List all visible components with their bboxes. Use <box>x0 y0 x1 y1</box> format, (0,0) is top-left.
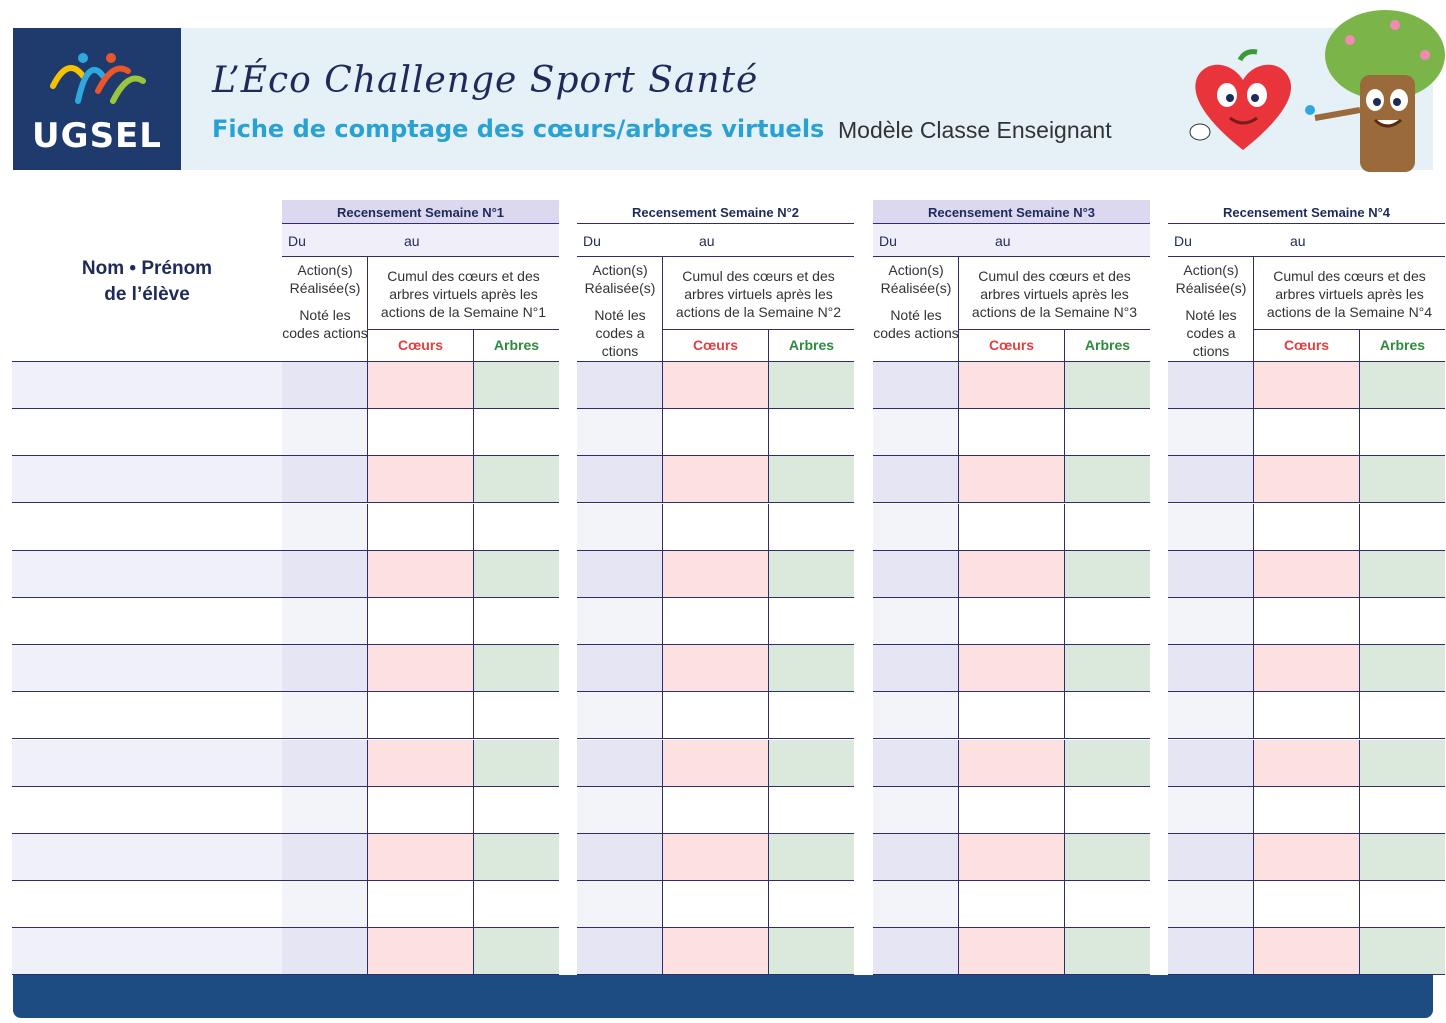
hearts-cell[interactable] <box>368 645 474 691</box>
actions-cell[interactable] <box>577 834 663 880</box>
actions-cell[interactable] <box>1168 362 1254 408</box>
hearts-cell[interactable] <box>368 551 474 597</box>
student-name-cell[interactable] <box>12 928 282 975</box>
trees-cell[interactable] <box>1065 409 1150 455</box>
student-name-cell[interactable] <box>12 362 282 409</box>
page-subtitle: Fiche de comptage des cœurs/arbres virtuels <box>212 115 825 143</box>
actions-cell[interactable] <box>873 598 959 644</box>
hearts-cell[interactable] <box>368 692 474 738</box>
hearts-cell[interactable] <box>1254 456 1360 502</box>
week-title: Recensement Semaine N°1 <box>282 200 559 224</box>
table-row <box>577 834 854 881</box>
hearts-cell[interactable] <box>959 787 1065 833</box>
hearts-column-header: Cœurs <box>959 330 1065 361</box>
table-row <box>282 409 559 456</box>
actions-cell[interactable] <box>1168 928 1254 974</box>
table-row <box>1168 692 1445 739</box>
student-name-cell[interactable] <box>12 692 282 739</box>
hearts-cell[interactable] <box>663 409 769 455</box>
trees-cell[interactable] <box>1360 409 1445 455</box>
hearts-cell[interactable] <box>663 598 769 644</box>
table-row <box>873 692 1150 739</box>
student-name-cell[interactable] <box>12 834 282 881</box>
actions-done-label: Action(s) Réalisée(s) <box>1175 262 1247 296</box>
actions-cell[interactable] <box>282 928 368 974</box>
trees-cell[interactable] <box>769 692 854 738</box>
table-row <box>282 551 559 598</box>
actions-cell[interactable] <box>873 740 959 786</box>
cumulative-header: Cumul des cœurs et des arbres virtuels après les actions de la Semaine N°1 <box>368 257 559 330</box>
trees-cell[interactable] <box>769 740 854 786</box>
trees-cell[interactable] <box>1065 456 1150 502</box>
actions-cell[interactable] <box>577 598 663 644</box>
hearts-cell[interactable] <box>1254 409 1360 455</box>
table-row <box>873 551 1150 598</box>
actions-codes-label: Noté les codes actions <box>873 307 959 341</box>
hearts-cell[interactable] <box>663 692 769 738</box>
trees-cell[interactable] <box>1065 551 1150 597</box>
hearts-cell[interactable] <box>1254 645 1360 691</box>
table-row <box>1168 598 1445 645</box>
table-row <box>577 645 854 692</box>
actions-cell[interactable] <box>577 551 663 597</box>
date-to-label: au <box>404 233 420 249</box>
week-title: Recensement Semaine N°3 <box>873 200 1150 224</box>
actions-cell[interactable] <box>282 834 368 880</box>
student-name-cell[interactable] <box>12 456 282 503</box>
trees-cell[interactable] <box>1360 362 1445 408</box>
date-to-label: au <box>995 233 1011 249</box>
trees-cell[interactable] <box>1360 598 1445 644</box>
trees-cell[interactable] <box>1065 598 1150 644</box>
actions-cell[interactable] <box>577 362 663 408</box>
actions-cell[interactable] <box>873 787 959 833</box>
trees-cell[interactable] <box>769 881 854 927</box>
table-row <box>282 598 559 645</box>
date-from-label: Du <box>879 233 897 249</box>
hearts-cell[interactable] <box>959 645 1065 691</box>
actions-done-label: Action(s) Réalisée(s) <box>880 262 952 296</box>
heart-mascot-icon <box>1190 52 1291 150</box>
hearts-cell[interactable] <box>1254 551 1360 597</box>
student-name-cell[interactable] <box>12 740 282 787</box>
table-row <box>873 362 1150 409</box>
date-from-label: Du <box>288 233 306 249</box>
hearts-cell[interactable] <box>663 881 769 927</box>
actions-cell[interactable] <box>577 787 663 833</box>
table-row <box>1168 551 1445 598</box>
footer-bar <box>13 975 1433 1018</box>
hearts-cell[interactable] <box>368 598 474 644</box>
logo-text: UGSEL <box>32 116 162 156</box>
actions-cell[interactable] <box>1168 409 1254 455</box>
actions-cell[interactable] <box>577 740 663 786</box>
hearts-cell[interactable] <box>368 504 474 550</box>
hearts-cell[interactable] <box>368 834 474 880</box>
trees-cell[interactable] <box>769 362 854 408</box>
actions-cell[interactable] <box>282 504 368 550</box>
trees-cell[interactable] <box>1065 928 1150 974</box>
trees-cell[interactable] <box>474 692 559 738</box>
trees-cell[interactable] <box>769 551 854 597</box>
trees-cell[interactable] <box>1360 645 1445 691</box>
actions-cell[interactable] <box>577 504 663 550</box>
trees-cell[interactable] <box>769 834 854 880</box>
table-row <box>1168 928 1445 975</box>
actions-cell[interactable] <box>1168 598 1254 644</box>
name-header-line2: de l’élève <box>104 284 190 305</box>
hearts-cell[interactable] <box>368 881 474 927</box>
hearts-column-header: Cœurs <box>663 330 769 361</box>
actions-cell[interactable] <box>873 834 959 880</box>
date-to-label: au <box>1290 233 1306 249</box>
hearts-cell[interactable] <box>1254 692 1360 738</box>
hearts-cell[interactable] <box>368 787 474 833</box>
table-row <box>282 928 559 975</box>
hearts-cell[interactable] <box>1254 598 1360 644</box>
hearts-cell[interactable] <box>959 692 1065 738</box>
trees-cell[interactable] <box>1360 740 1445 786</box>
actions-cell[interactable] <box>577 881 663 927</box>
hearts-cell[interactable] <box>959 456 1065 502</box>
table-row <box>577 881 854 928</box>
cumulative-header: Cumul des cœurs et des arbres virtuels après les actions de la Semaine N°2 <box>663 257 854 330</box>
actions-codes-label: Noté les codes a ctions <box>594 307 646 359</box>
trees-cell[interactable] <box>1360 504 1445 550</box>
hearts-column-header: Cœurs <box>1254 330 1360 361</box>
trees-cell[interactable] <box>769 456 854 502</box>
table-row <box>1168 645 1445 692</box>
cumulative-header: Cumul des cœurs et des arbres virtuels après les actions de la Semaine N°3 <box>959 257 1150 330</box>
actions-done-label: Action(s) Réalisée(s) <box>289 262 361 296</box>
ugsel-figures-icon <box>43 46 153 116</box>
trees-cell[interactable] <box>474 598 559 644</box>
trees-cell[interactable] <box>1065 740 1150 786</box>
hearts-cell[interactable] <box>663 928 769 974</box>
date-from-label: Du <box>583 233 601 249</box>
table-row <box>1168 504 1445 551</box>
table-row <box>577 787 854 834</box>
hearts-cell[interactable] <box>663 551 769 597</box>
week-title: Recensement Semaine N°2 <box>577 200 854 224</box>
actions-cell[interactable] <box>282 692 368 738</box>
trees-cell[interactable] <box>769 645 854 691</box>
actions-cell[interactable] <box>577 692 663 738</box>
hearts-cell[interactable] <box>959 740 1065 786</box>
actions-cell[interactable] <box>282 645 368 691</box>
trees-cell[interactable] <box>474 881 559 927</box>
name-column-header <box>12 256 282 308</box>
hearts-cell[interactable] <box>1254 504 1360 550</box>
trees-cell[interactable] <box>1360 787 1445 833</box>
trees-cell[interactable] <box>1065 692 1150 738</box>
tree-mascot-icon <box>1305 10 1445 172</box>
hearts-cell[interactable] <box>663 456 769 502</box>
student-name-cell[interactable] <box>12 551 282 598</box>
actions-cell[interactable] <box>1168 881 1254 927</box>
actions-cell[interactable] <box>282 598 368 644</box>
trees-column-header: Arbres <box>788 337 835 353</box>
actions-cell[interactable] <box>577 456 663 502</box>
table-row <box>577 740 854 787</box>
student-name-cell[interactable] <box>12 409 282 456</box>
table-row <box>873 787 1150 834</box>
actions-cell[interactable] <box>1168 504 1254 550</box>
actions-cell[interactable] <box>577 645 663 691</box>
hearts-cell[interactable] <box>663 504 769 550</box>
table-row <box>1168 456 1445 503</box>
actions-header <box>873 257 959 361</box>
trees-cell[interactable] <box>474 409 559 455</box>
hearts-cell[interactable] <box>368 409 474 455</box>
actions-cell[interactable] <box>873 881 959 927</box>
hearts-cell[interactable] <box>1254 740 1360 786</box>
hearts-cell[interactable] <box>663 834 769 880</box>
actions-header <box>577 257 663 361</box>
trees-cell[interactable] <box>1065 834 1150 880</box>
table-row <box>1168 787 1445 834</box>
actions-header <box>1168 257 1254 361</box>
actions-codes-label: Noté les codes a ctions <box>1185 307 1237 359</box>
hearts-cell[interactable] <box>368 362 474 408</box>
table-row <box>873 456 1150 503</box>
name-header-line1: Nom • Prénom <box>81 258 213 279</box>
actions-cell[interactable] <box>282 456 368 502</box>
actions-cell[interactable] <box>873 928 959 974</box>
student-name-cell[interactable] <box>12 598 282 645</box>
table-row <box>577 362 854 409</box>
table-row <box>873 409 1150 456</box>
hearts-cell[interactable] <box>959 834 1065 880</box>
actions-cell[interactable] <box>873 409 959 455</box>
trees-cell[interactable] <box>769 598 854 644</box>
table-row <box>577 504 854 551</box>
table-row <box>873 928 1150 975</box>
actions-cell[interactable] <box>577 409 663 455</box>
hearts-cell[interactable] <box>959 504 1065 550</box>
table-row <box>577 409 854 456</box>
hearts-cell[interactable] <box>1254 787 1360 833</box>
table-row <box>577 456 854 503</box>
table-row <box>873 645 1150 692</box>
table-row <box>577 551 854 598</box>
table-row <box>1168 834 1445 881</box>
hearts-cell[interactable] <box>663 740 769 786</box>
actions-header <box>282 257 368 361</box>
hearts-cell[interactable] <box>959 551 1065 597</box>
table-row <box>577 928 854 975</box>
trees-cell[interactable] <box>474 504 559 550</box>
table-row <box>873 740 1150 787</box>
table-row <box>282 504 559 551</box>
week-title: Recensement Semaine N°4 <box>1168 200 1445 224</box>
table-row <box>873 504 1150 551</box>
hearts-cell[interactable] <box>1254 881 1360 927</box>
actions-cell[interactable] <box>1168 645 1254 691</box>
trees-cell[interactable] <box>474 834 559 880</box>
table-row <box>577 598 854 645</box>
page-title: L’Éco Challenge Sport Santé <box>212 60 759 101</box>
table-row <box>282 787 559 834</box>
hearts-cell[interactable] <box>368 928 474 974</box>
actions-cell[interactable] <box>282 740 368 786</box>
actions-cell[interactable] <box>282 787 368 833</box>
trees-column-header: Arbres <box>493 337 540 353</box>
table-row <box>282 740 559 787</box>
trees-cell[interactable] <box>1360 928 1445 974</box>
trees-column-header: Arbres <box>1379 337 1426 353</box>
actions-cell[interactable] <box>873 456 959 502</box>
week-dates <box>577 224 854 257</box>
table-row <box>282 362 559 409</box>
actions-cell[interactable] <box>1168 551 1254 597</box>
trees-cell[interactable] <box>474 456 559 502</box>
hearts-cell[interactable] <box>663 362 769 408</box>
trees-cell[interactable] <box>1360 692 1445 738</box>
student-name-cell[interactable] <box>12 881 282 928</box>
trees-cell[interactable] <box>769 787 854 833</box>
actions-cell[interactable] <box>873 645 959 691</box>
hearts-cell[interactable] <box>959 409 1065 455</box>
trees-cell[interactable] <box>1360 551 1445 597</box>
week-dates <box>1168 224 1445 257</box>
hearts-cell[interactable] <box>368 740 474 786</box>
actions-cell[interactable] <box>1168 740 1254 786</box>
trees-cell[interactable] <box>1360 881 1445 927</box>
trees-cell[interactable] <box>769 504 854 550</box>
table-row <box>282 645 559 692</box>
trees-cell[interactable] <box>1065 881 1150 927</box>
table-row <box>1168 409 1445 456</box>
table-row <box>282 456 559 503</box>
actions-cell[interactable] <box>1168 787 1254 833</box>
hearts-cell[interactable] <box>1254 928 1360 974</box>
table-row <box>282 692 559 739</box>
hearts-cell[interactable] <box>368 456 474 502</box>
trees-cell[interactable] <box>769 928 854 974</box>
table-row <box>1168 362 1445 409</box>
actions-cell[interactable] <box>282 551 368 597</box>
week-dates <box>282 224 559 257</box>
table-row <box>577 692 854 739</box>
actions-cell[interactable] <box>282 362 368 408</box>
date-to-label: au <box>699 233 715 249</box>
hearts-cell[interactable] <box>959 598 1065 644</box>
student-name-cell[interactable] <box>12 504 282 551</box>
ugsel-logo <box>13 28 181 170</box>
actions-cell[interactable] <box>282 881 368 927</box>
table-row <box>873 881 1150 928</box>
date-from-label: Du <box>1174 233 1192 249</box>
trees-cell[interactable] <box>1065 645 1150 691</box>
trees-cell[interactable] <box>1065 787 1150 833</box>
hearts-cell[interactable] <box>959 881 1065 927</box>
mascots-illustration <box>1185 0 1445 172</box>
student-name-cell[interactable] <box>12 645 282 692</box>
trees-cell[interactable] <box>474 740 559 786</box>
actions-cell[interactable] <box>577 928 663 974</box>
hearts-cell[interactable] <box>1254 362 1360 408</box>
week-dates <box>873 224 1150 257</box>
trees-cell[interactable] <box>474 645 559 691</box>
trees-column-header: Arbres <box>1084 337 1131 353</box>
actions-cell[interactable] <box>873 504 959 550</box>
actions-cell[interactable] <box>1168 456 1254 502</box>
table-row <box>873 598 1150 645</box>
model-label: Modèle Classe Enseignant <box>838 117 1112 143</box>
actions-cell[interactable] <box>873 692 959 738</box>
hearts-column-header: Cœurs <box>368 330 474 361</box>
actions-cell[interactable] <box>873 362 959 408</box>
trees-cell[interactable] <box>474 928 559 974</box>
trees-cell[interactable] <box>1360 834 1445 880</box>
hearts-cell[interactable] <box>663 645 769 691</box>
trees-cell[interactable] <box>1360 456 1445 502</box>
hearts-cell[interactable] <box>663 787 769 833</box>
actions-cell[interactable] <box>1168 692 1254 738</box>
hearts-cell[interactable] <box>959 362 1065 408</box>
actions-cell[interactable] <box>282 409 368 455</box>
hearts-cell[interactable] <box>959 928 1065 974</box>
table-row <box>282 834 559 881</box>
trees-cell[interactable] <box>1065 504 1150 550</box>
trees-cell[interactable] <box>474 787 559 833</box>
actions-codes-label: Noté les codes actions <box>282 307 368 341</box>
actions-cell[interactable] <box>1168 834 1254 880</box>
trees-cell[interactable] <box>474 362 559 408</box>
cumulative-header: Cumul des cœurs et des arbres virtuels après les actions de la Semaine N°4 <box>1254 257 1445 330</box>
trees-cell[interactable] <box>769 409 854 455</box>
hearts-cell[interactable] <box>1254 834 1360 880</box>
student-name-cell[interactable] <box>12 787 282 834</box>
table-row <box>1168 881 1445 928</box>
actions-cell[interactable] <box>873 551 959 597</box>
trees-cell[interactable] <box>1065 362 1150 408</box>
trees-cell[interactable] <box>474 551 559 597</box>
table-row <box>1168 740 1445 787</box>
table-row <box>873 834 1150 881</box>
actions-done-label: Action(s) Réalisée(s) <box>584 262 656 296</box>
table-row <box>282 881 559 928</box>
